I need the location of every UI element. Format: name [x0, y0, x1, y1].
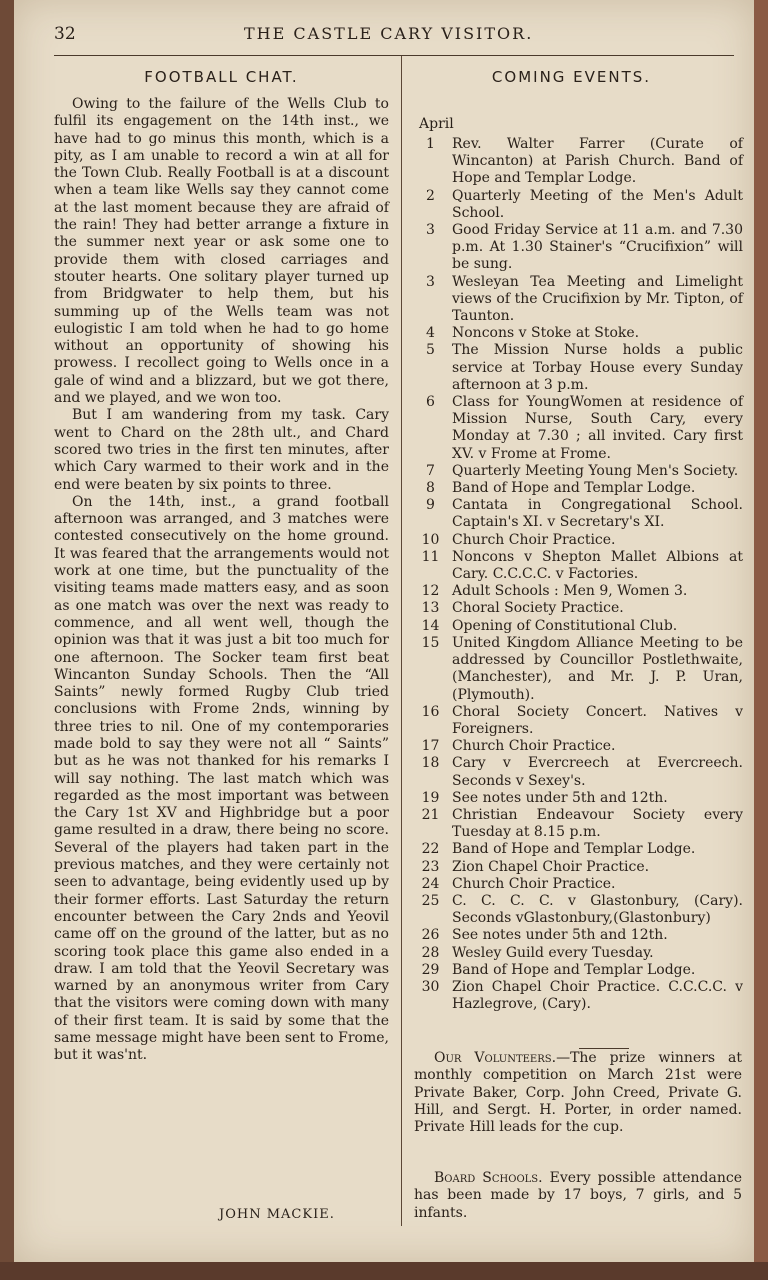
event-text: Opening of Constitutional Club.	[452, 617, 678, 634]
coming-events-list	[409, 116, 743, 1013]
event-text: Quarterly Meeting Young Men's Society.	[452, 462, 739, 479]
events-items	[409, 136, 743, 1013]
event-day: 14	[421, 617, 440, 634]
event-day: 7	[426, 462, 435, 479]
event-item	[409, 738, 743, 755]
book-spine	[754, 0, 768, 1280]
event-item	[409, 497, 743, 531]
football-chat-heading: FOOTBALL CHAT.	[144, 68, 299, 86]
event-item	[409, 927, 743, 944]
event-day: 25	[421, 892, 440, 909]
event-day: 23	[421, 858, 440, 875]
event-text: Good Friday Service at 11 a.m. and 7.30 p.m. At 1.30 Stainer's “Crucifixion” will be sung.	[452, 222, 743, 273]
event-item	[409, 635, 743, 704]
article-signature: JOHN MACKIE.	[219, 1207, 335, 1222]
board-schools-text: Every possible attendance has been made by 17 boys, 7 girls, and 5 infants.	[414, 1170, 742, 1221]
section-rule	[579, 1048, 629, 1049]
article-paragraph: Owing to the failure of the Wells Club to fulfil its engagement on the 14th inst., we have had to go minus this month, which is a pity, as I am unable to record a win at all for the Town Club. Really Football is at a discount when a team like Wells say they cannot come at the last moment because they are afraid of the rain! They had better arrange a fixture in the summer next year or ask some one to provide them with closed carriages and stouter hearts. One solitary player turned up from Bridgwater to help them, but his summing up of the Wells team was not eulogistic I am told when he had to go home without an opportunity of showing his prowess. I recollect going to Wells once in a gale of wind and a blizzard, but we got there, and we played, and we won too.	[54, 96, 389, 407]
event-item	[409, 841, 743, 858]
event-text: Noncons v Stoke at Stoke.	[452, 325, 640, 342]
volunteers-title: Our Volunteers.	[434, 1050, 557, 1066]
event-day: 28	[421, 944, 440, 961]
event-day: 5	[426, 342, 435, 359]
column-divider	[401, 56, 402, 1226]
event-text: The Mission Nurse holds a public service at Torbay House every Sunday afternoon at 3 p.m.	[452, 342, 743, 393]
event-item	[409, 979, 743, 1013]
event-text: Rev. Walter Farrer (Curate of Wincanton) at Parish Church. Band of Hope and Templar Lodge.	[452, 136, 743, 187]
board-schools-title: Board Schools.	[434, 1170, 543, 1186]
event-text: Church Choir Practice.	[452, 875, 616, 892]
event-item	[409, 188, 743, 222]
event-day: 22	[421, 841, 440, 858]
event-text: Church Choir Practice.	[452, 531, 616, 548]
event-item	[409, 583, 743, 600]
event-item	[409, 876, 743, 893]
journal-title: THE CASTLE CARY VISITOR.	[244, 24, 534, 43]
event-item	[409, 962, 743, 979]
event-item	[409, 274, 743, 326]
event-text: Choral Society Concert. Natives v Foreigners.	[452, 703, 743, 737]
event-day: 4	[426, 325, 435, 342]
event-item	[409, 600, 743, 617]
event-text: Church Choir Practice.	[452, 738, 616, 755]
football-chat-article	[54, 96, 389, 1065]
event-text: C. C. C. C. v Glastonbury, (Cary). Seconds vGlastonbury,(Glastonbury)	[452, 892, 743, 927]
event-item	[409, 463, 743, 480]
event-day: 26	[421, 927, 440, 944]
event-text: Cantata in Congregational School. Captain's XI. v Secretary's XI.	[452, 497, 743, 531]
event-day: 19	[421, 789, 440, 806]
event-day: 17	[421, 738, 440, 755]
event-item	[409, 342, 743, 394]
event-text: Christian Endeavour Society every Tuesday at 8.15 p.m.	[452, 806, 743, 841]
coming-events-heading: COMING EVENTS.	[491, 68, 652, 86]
event-day: 3	[426, 273, 435, 290]
event-text: See notes under 5th and 12th.	[452, 789, 668, 806]
event-day: 21	[421, 806, 440, 823]
header-rule	[54, 55, 734, 56]
event-day: 1	[426, 136, 435, 152]
event-text: Band of Hope and Templar Lodge.	[452, 480, 696, 497]
event-item	[409, 532, 743, 549]
event-day: 6	[426, 394, 435, 411]
article-paragraph: But I am wandering from my task. Cary went to Chard on the 28th ult., and Chard scored two tries in the first ten minutes, after which Cary warmed to their work and in the end were beaten by six points to three.	[54, 407, 389, 493]
event-text: Zion Chapel Choir Practice.	[452, 858, 650, 875]
event-text: Quarterly Meeting of the Men's Adult School.	[452, 187, 743, 221]
page-bottom-edge	[0, 1262, 768, 1280]
event-day: 12	[421, 583, 440, 600]
event-item	[409, 704, 743, 738]
event-text: Band of Hope and Templar Lodge.	[452, 961, 696, 978]
event-text: Wesleyan Tea Meeting and Limelight views of the Crucifixion by Mr. Tipton, of Taunton.	[452, 273, 743, 325]
volunteers-note	[414, 1050, 742, 1136]
event-day: 15	[421, 634, 440, 651]
event-text: Cary v Evercreech at Evercreech. Seconds v Sexey's.	[452, 755, 743, 789]
event-text: See notes under 5th and 12th.	[452, 927, 668, 944]
page-number: 32	[54, 24, 76, 44]
event-item	[409, 945, 743, 962]
event-day: 3	[426, 222, 435, 239]
event-text: Class for YoungWomen at residence of Mission Nurse, South Cary, every Monday at 7.30 ; all invited. Cary first XV. v Frome at Frome.	[452, 394, 743, 462]
event-item	[409, 618, 743, 635]
event-day: 9	[426, 497, 435, 514]
event-item	[409, 222, 743, 274]
board-schools-note	[414, 1170, 742, 1222]
events-month: April	[419, 116, 454, 132]
event-day: 8	[426, 480, 435, 497]
event-day: 2	[426, 187, 435, 204]
event-item	[409, 480, 743, 497]
event-text: United Kingdom Alliance Meeting to be addressed by Councillor Postlethwaite, (Manchester), and Mr. J. P. Uran, (Plymouth).	[452, 634, 743, 703]
event-day: 13	[421, 600, 440, 617]
event-day: 29	[421, 961, 440, 978]
event-item	[409, 893, 743, 927]
event-text: Wesley Guild every Tuesday.	[452, 944, 654, 961]
event-day: 18	[421, 755, 440, 772]
event-item	[409, 755, 743, 789]
event-item	[409, 549, 743, 583]
event-day: 16	[421, 703, 440, 720]
event-item	[409, 790, 743, 807]
newspaper-page	[14, 0, 754, 1262]
event-day: 30	[421, 978, 440, 995]
event-day: 10	[421, 531, 440, 548]
event-text: Band of Hope and Templar Lodge.	[452, 841, 696, 858]
event-text: Zion Chapel Choir Practice. C.C.C.C. v Hazlegrove, (Cary).	[452, 978, 743, 1013]
volunteers-text: —The prize winners at monthly competition on March 21st were Private Baker, Corp. John Creed, Private G. Hill, and Sergt. H. Porter, in order named. Private Hill leads for the cup.	[414, 1050, 742, 1136]
event-day: 11	[421, 548, 440, 565]
event-item	[409, 325, 743, 342]
running-head	[14, 24, 754, 48]
event-item	[409, 859, 743, 876]
event-day: 24	[421, 875, 440, 892]
event-item	[409, 136, 743, 188]
event-item	[409, 394, 743, 463]
event-text: Adult Schools : Men 9, Women 3.	[452, 583, 688, 600]
event-text: Noncons v Shepton Mallet Albions at Cary. C.C.C.C. v Factories.	[452, 548, 743, 583]
article-paragraph: On the 14th, inst., a grand football afternoon was arranged, and 3 matches were contested consecutively on the home ground. It was feared that the arrangements would not work at one time, but the punctuality of the visiting teams made matters easy, and as soon as one match was over the next was ready to commence, and all went well, though the opinion was that it was just a bit too much for one afternoon. The Socker team first beat Wincanton Sunday Schools. Then the “All Saints” newly formed Rugby Club tried conclusions with Frome 2nds, winning by three tries to nil. One of my contemporaries made bold to say they were not all “ Saints” but as he was not thanked for his remarks I will say nothing. The last match which was regarded as the most important was between the Cary 1st XV and Highbridge but a poor game resulted in a draw, there being no score. Several of the players had taken part in the previous matches, and they were certainly not seen to advantage, being evidently used up by their former efforts. Last Saturday the return encounter between the Cary 2nds and Yeovil came off on the ground of the latter, but as no scoring took place this game also ended in a draw. I am told that the Yeovil Secretary was warned by an anonymous writer from Cary that the visitors were coming down with many of their first team. It is said by some that the same message might have been sent to Frome, but it was'nt.	[54, 493, 389, 1064]
event-text: Choral Society Practice.	[452, 600, 624, 617]
event-item	[409, 807, 743, 841]
